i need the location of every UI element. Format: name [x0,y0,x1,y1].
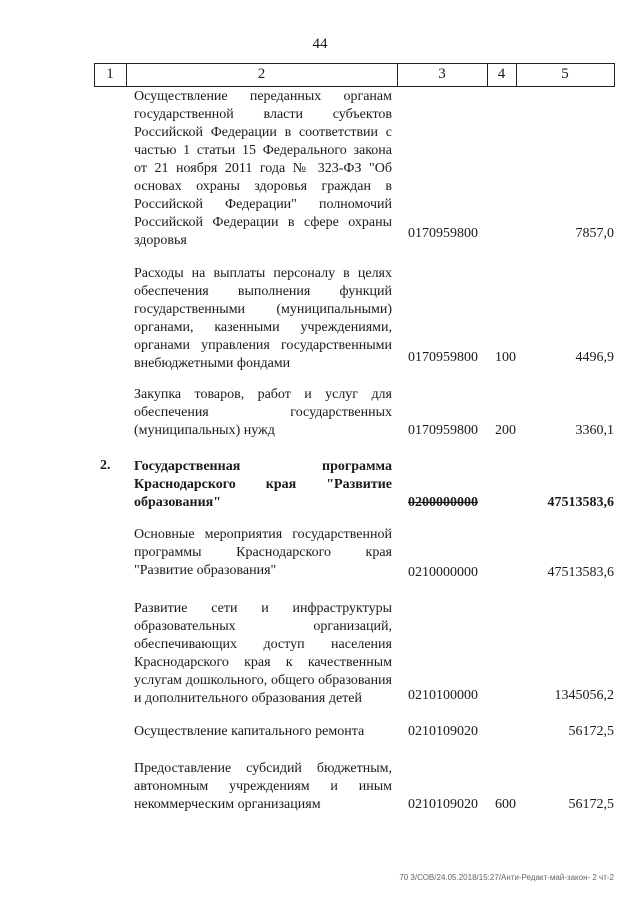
row-category: 600 [495,797,516,812]
row-amount: 56172,5 [568,797,614,812]
row-description: Расходы на выплаты персоналу в целях обеспечения выполнения функций государственными (муниципальными) органами, казенными учреждениями, органами управления государственными внебюджетными фондами [134,266,392,371]
row-code: 0210109020 [408,797,478,812]
row-amount: 3360,1 [575,423,614,438]
page-number: 44 [312,36,328,52]
row-description: Государственная программа Краснодарского края "Развитие образования" [134,459,392,510]
header-col-2: 2 [257,66,266,82]
row-amount: 1345056,2 [554,688,614,703]
row-code: 0170959800 [408,350,478,365]
header-col-1: 1 [106,66,114,82]
row-category: 100 [495,350,516,365]
row-code: 0210109020 [408,724,478,739]
row-code: 0200000000 [408,495,478,510]
footer-stamp: 70 3/СОВ/24.05.2018/15:27/Анти-Редакт-май-закон- 2 чт-2 [399,873,614,882]
row-description: Предоставление субсидий бюджетным, автономным учреждениям и иным некоммерческим организациям [134,761,392,812]
row-code: 0210100000 [408,688,478,703]
row-amount: 47513583,6 [547,565,614,580]
row-amount: 7857,0 [575,226,614,241]
header-col-5: 5 [561,66,569,82]
row-description: Осуществление переданных органам государственной власти субъектов Российской Федерации в соответствии с частью 1 статьи 15 Федерального закона от 21 ноября 2011 года № 323-ФЗ "Об основах охраны здоровья граждан в Российской Федерации" полномочий Российской Федерации в сфере охраны здоровья [134,89,392,248]
header-col-4: 4 [497,66,506,82]
row-code: 0170959800 [408,226,478,241]
row-amount: 47513583,6 [547,495,614,510]
row-amount: 4496,9 [575,350,614,365]
row-description: Развитие сети и инфраструктуры образовательных организаций, обеспечивающих доступ населения Краснодарского края к качественным услугам дошкольного, общего образования и дополнительного образования детей [134,601,392,706]
row-number: 2. [100,458,111,473]
row-code: 0170959800 [408,423,478,438]
row-description: Закупка товаров, работ и услуг для обеспечения государственных (муниципальных) нужд [134,387,392,438]
row-description: Основные мероприятия государственной программы Краснодарского края "Развитие образования" [134,527,392,578]
header-col-3: 3 [438,66,446,82]
row-amount: 56172,5 [568,724,614,739]
row-category: 200 [495,423,516,438]
row-code: 0210000000 [408,565,478,580]
row-description: Осуществление капитального ремонта [134,724,365,739]
